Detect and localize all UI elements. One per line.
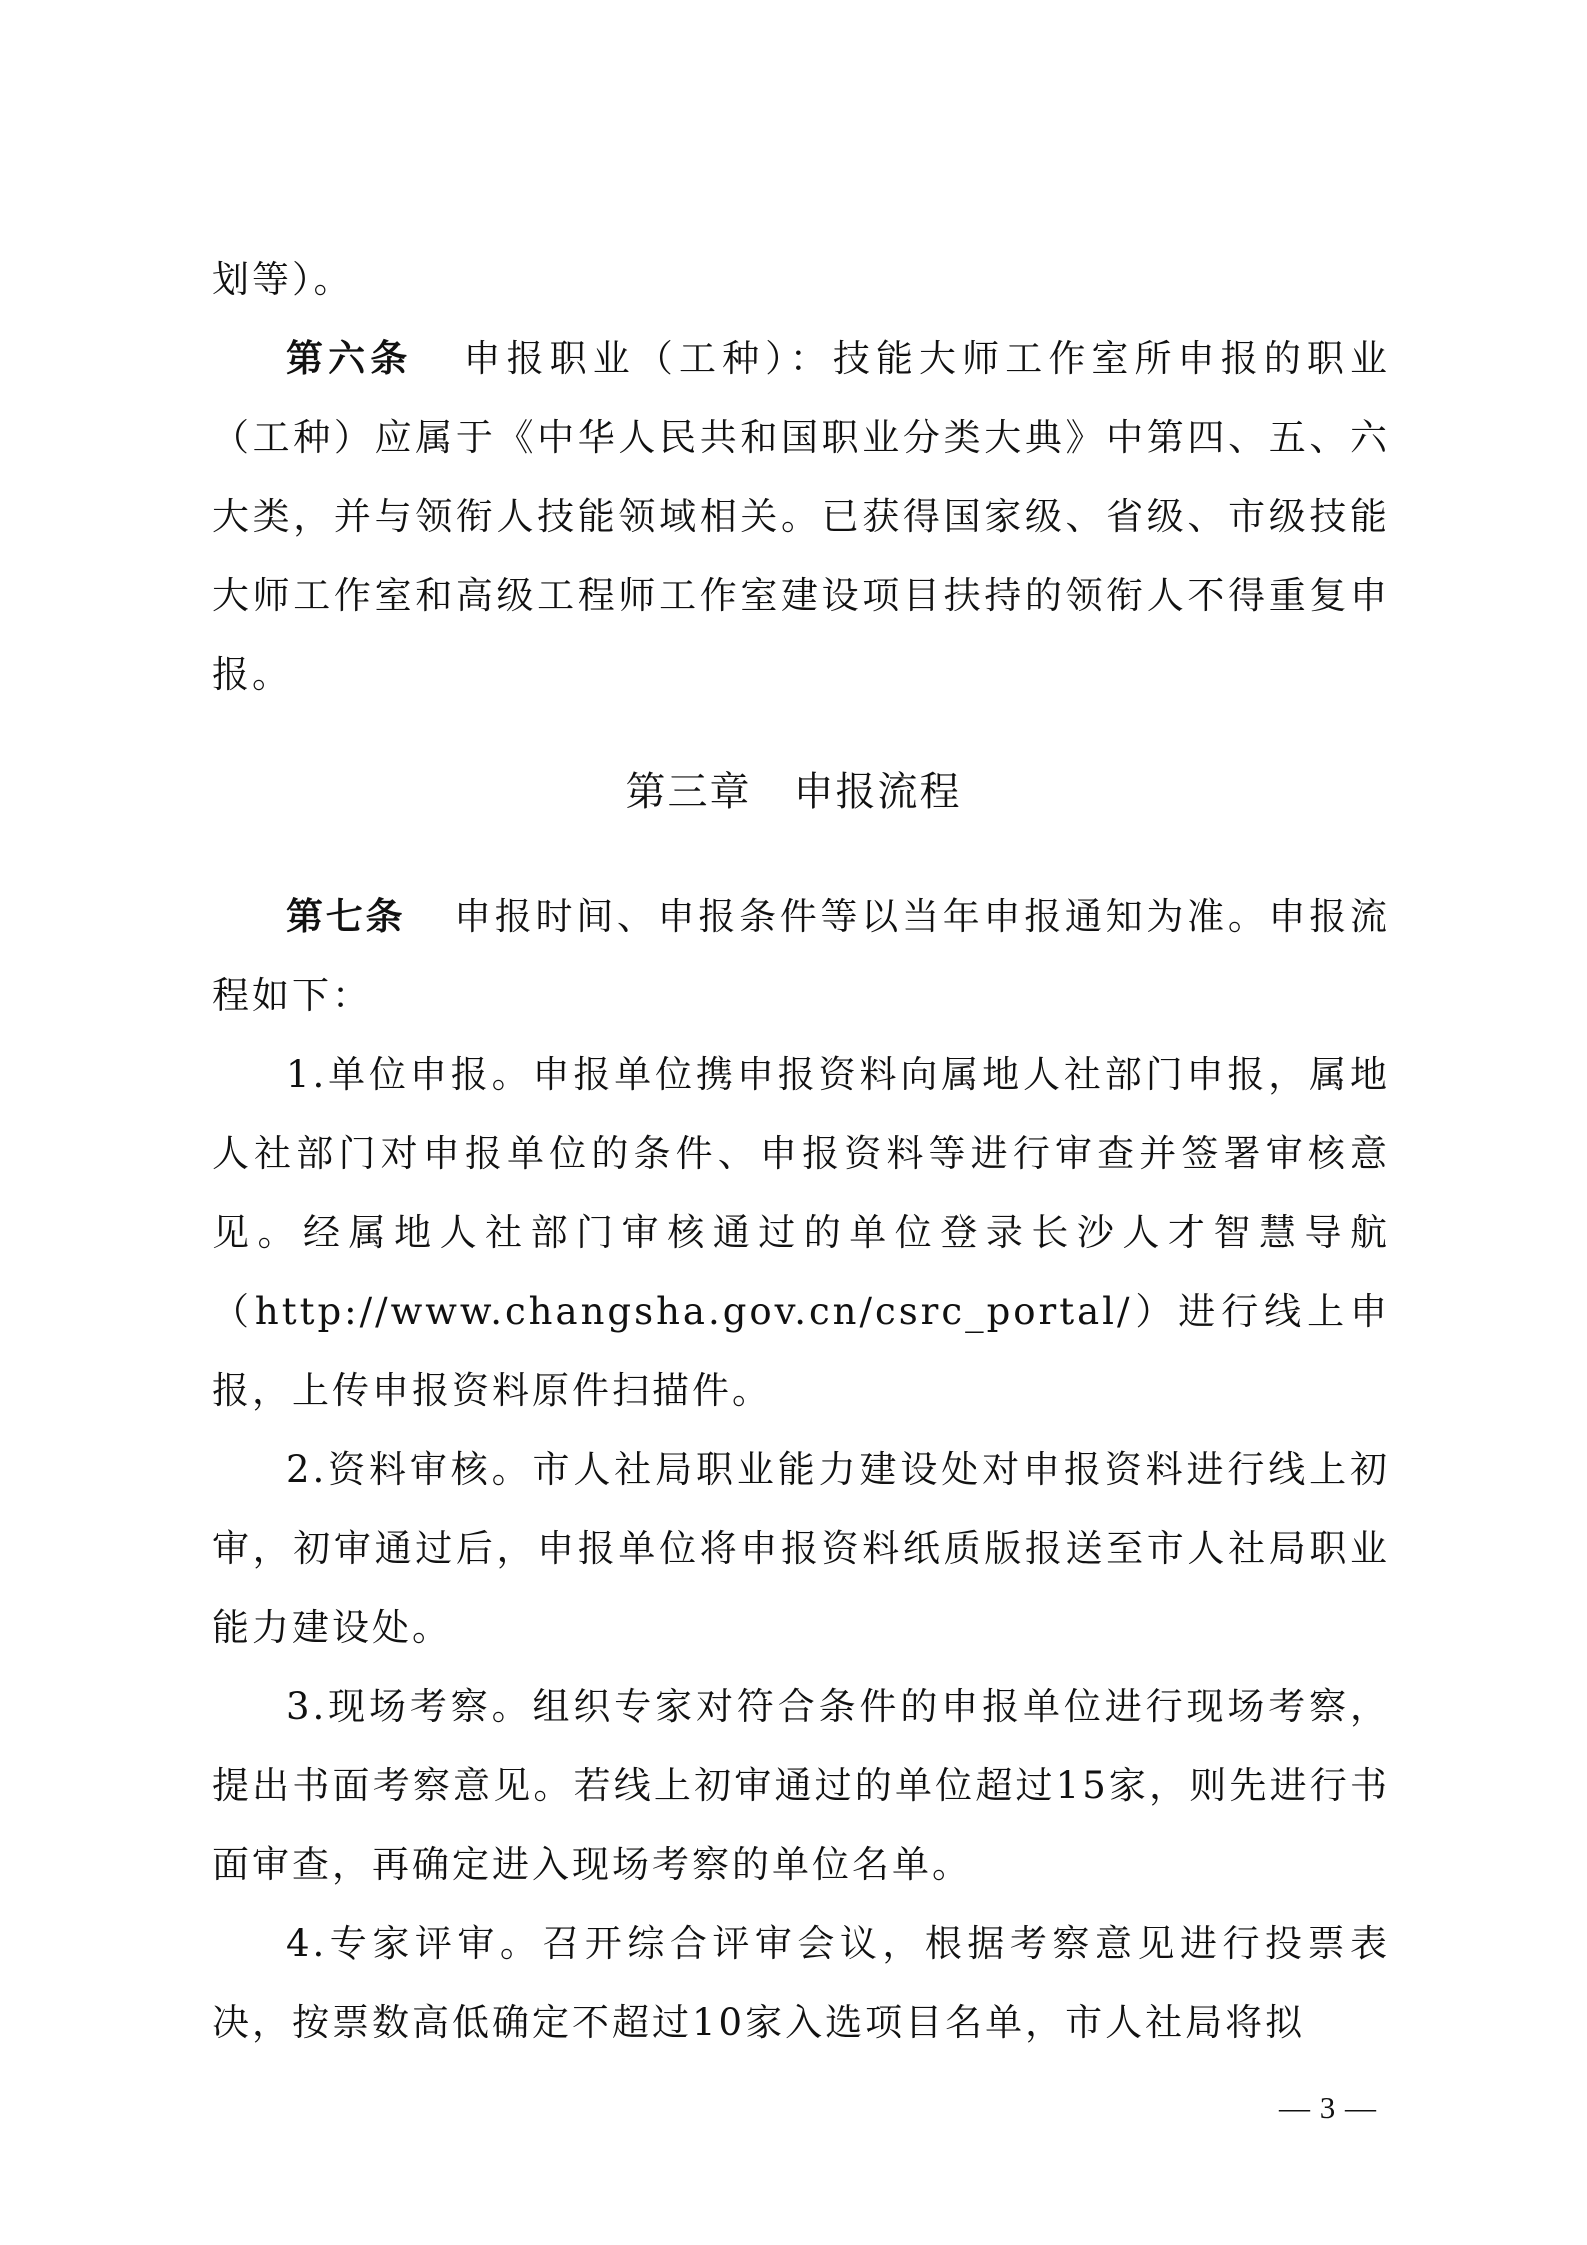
- article-6-body: 申报职业（工种）：技能大师工作室所申报的职业（工种）应属于《中华人民共和国职业分类大典》中第四、五、六大类，并与领衔人技能领域相关。已获得国家级、省级、市级技能大师工作室和高级工程师工作室建设项目扶持的领衔人不得重复申报。: [212, 337, 1391, 696]
- article-6: [212, 319, 1390, 714]
- article-7-number: 第七条: [286, 895, 406, 938]
- page-number: — 3 —: [1279, 2090, 1377, 2125]
- article-7-section: [212, 877, 1390, 2062]
- procedure-step-3: 3.现场考察。组织专家对符合条件的申报单位进行现场考察，提出书面考察意见。若线上初审通过的单位超过15家，则先进行书面审查，再确定进入现场考察的单位名单。: [212, 1685, 1390, 1886]
- article-6-section: [212, 240, 1390, 714]
- intro-fragment: 划等）。: [212, 258, 354, 301]
- article-6-number: 第六条: [286, 337, 413, 380]
- article-7: [212, 877, 1390, 1035]
- procedure-step-2: 2.资料审核。市人社局职业能力建设处对申报资料进行线上初审，初审通过后，申报单位将申报资料纸质版报送至市人社局职业能力建设处。: [212, 1448, 1390, 1649]
- article-7-body: 申报时间、申报条件等以当年申报通知为准。申报流程如下：: [212, 895, 1391, 1017]
- procedure-step-4: 4.专家评审。召开综合评审会议，根据考察意见进行投票表决，按票数高低确定不超过10家入选项目名单，市人社局将拟: [212, 1922, 1390, 2044]
- chapter-title: 第三章 申报流程: [625, 769, 962, 815]
- procedure-step-1: 1.单位申报。申报单位携申报资料向属地人社部门申报，属地人社部门对申报单位的条件、申报资料等进行审查并签署审核意见。经属地人社部门审核通过的单位登录长沙人才智慧导航（http://www.changsha.gov.cn/csrc_portal/）进行线上申报，上传申报资料原件扫描件。: [212, 1053, 1390, 1412]
